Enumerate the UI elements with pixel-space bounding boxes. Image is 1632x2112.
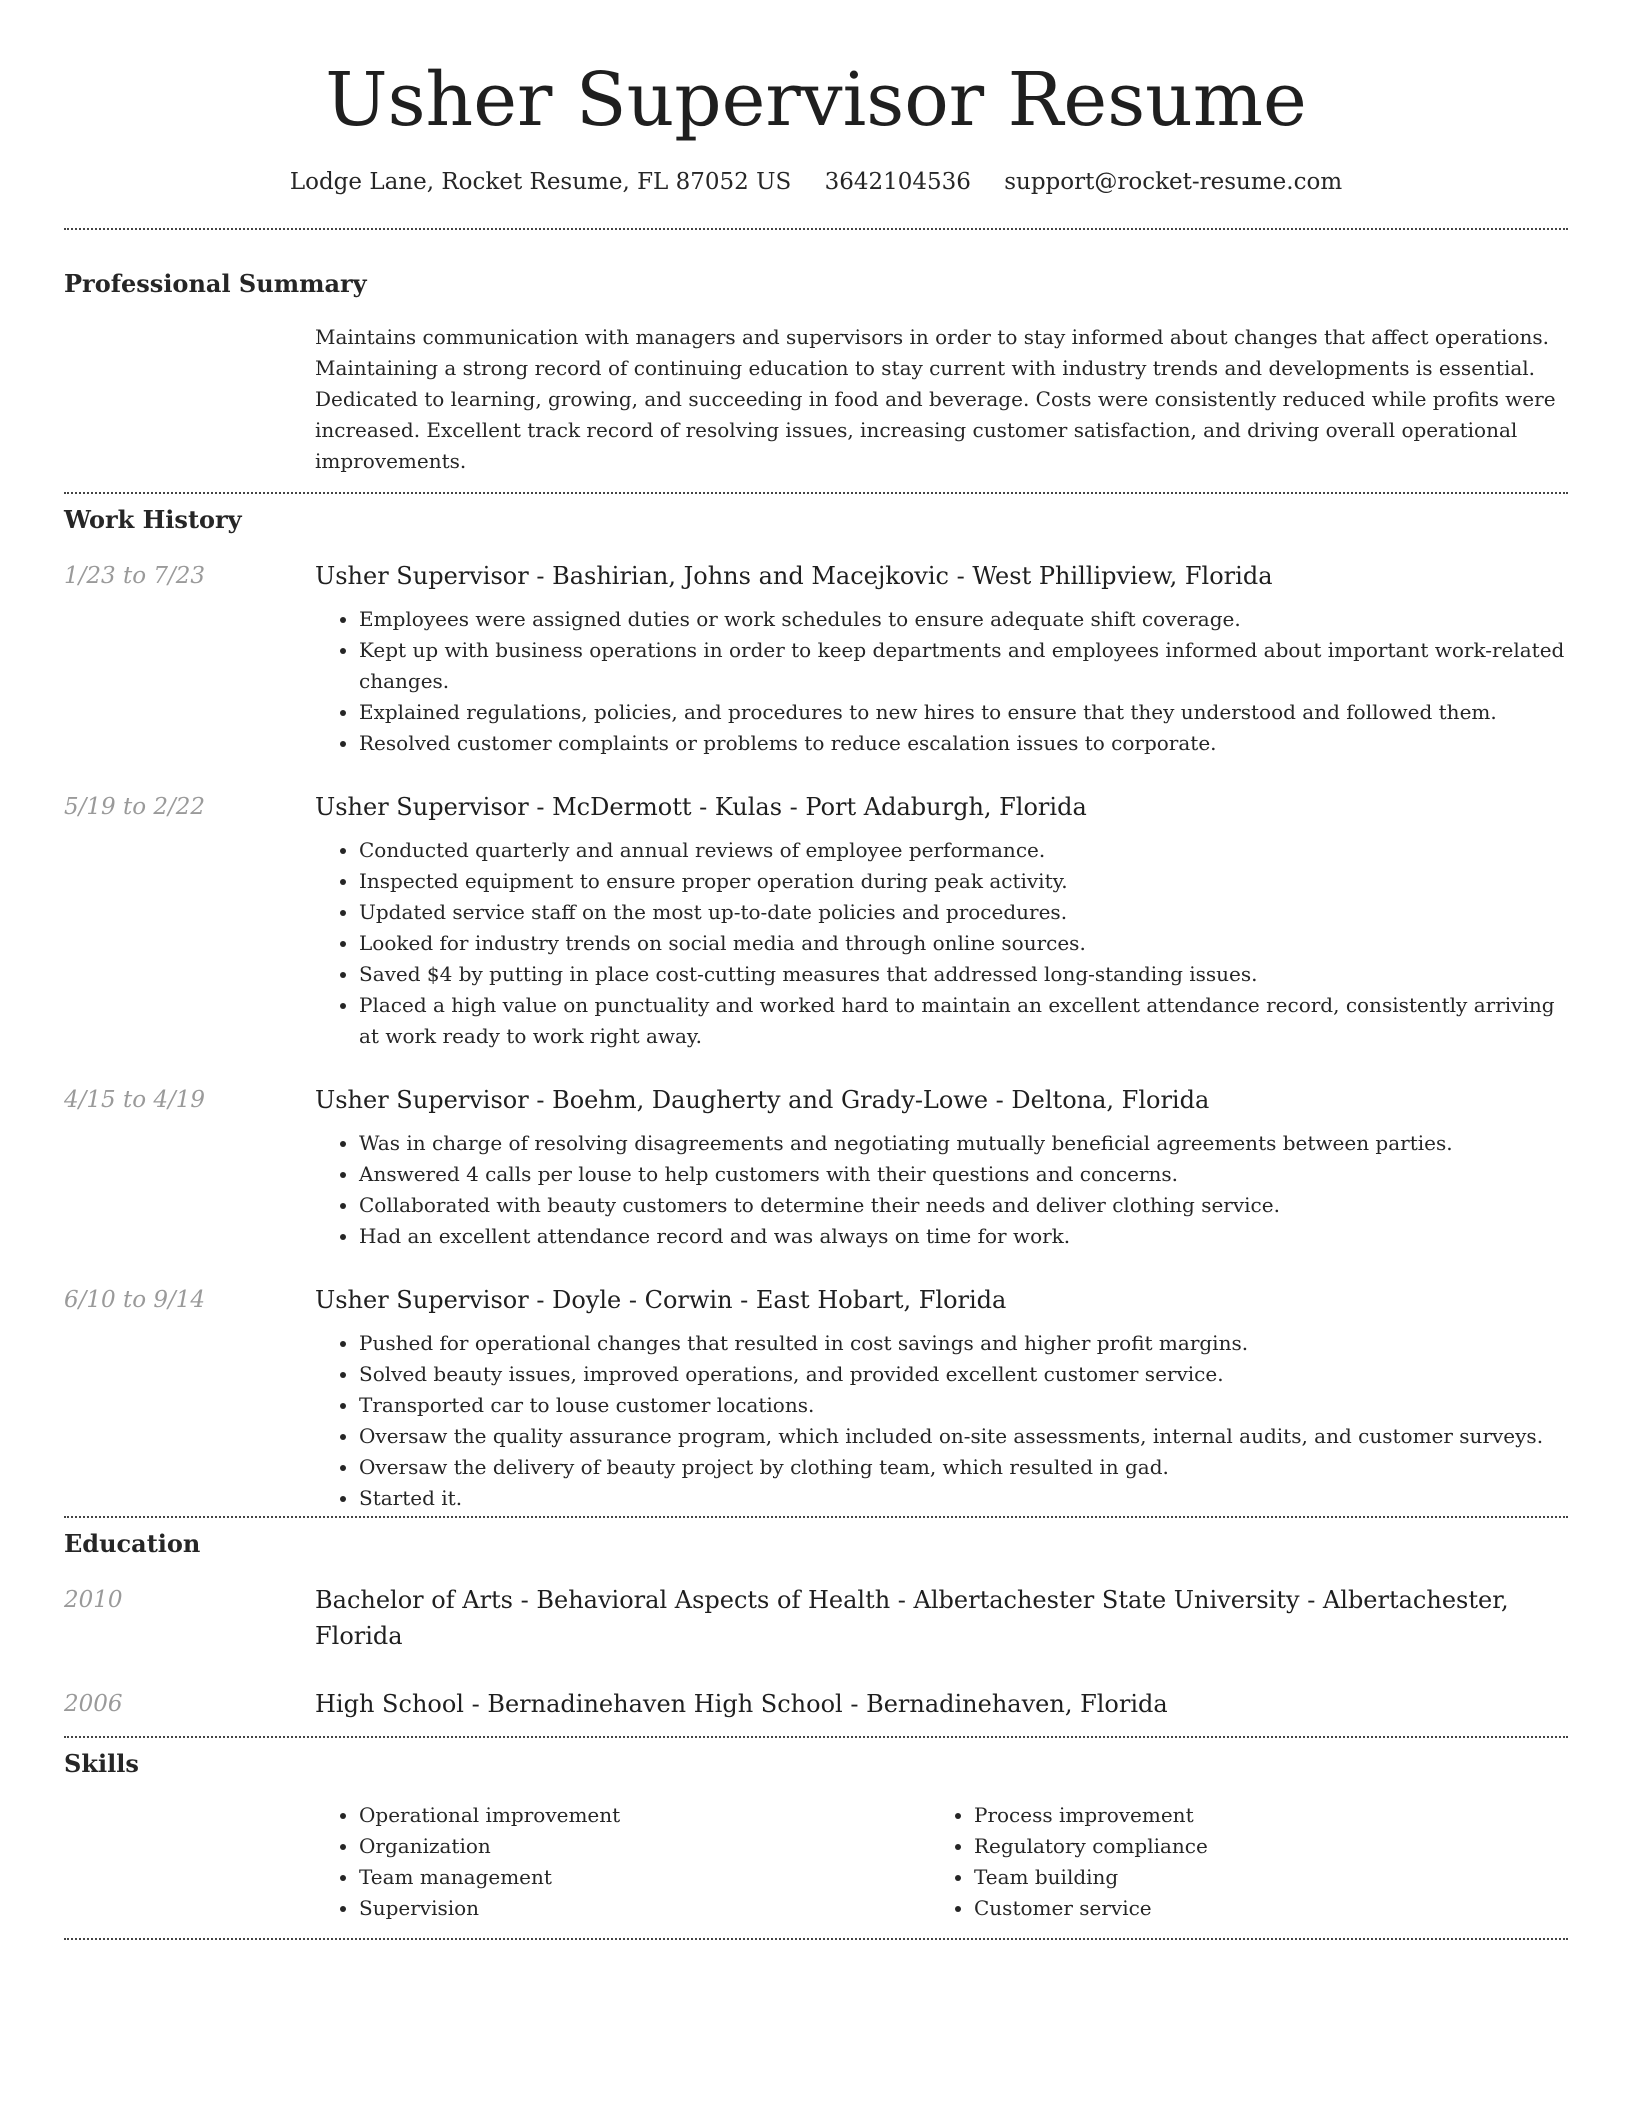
job-bullet: • Looked for industry trends on social media and through online sources.: [359, 928, 1568, 959]
skill-item: • Customer service: [974, 1893, 1545, 1924]
job-bullet: • Placed a high value on punctuality and worked hard to maintain an excellent attendance record, consistently arriving at work ready to work right away.: [359, 990, 1568, 1052]
job-bullet: • Saved $4 by putting in place cost-cutting measures that addressed long-standing issues.: [359, 959, 1568, 990]
divider: [64, 1516, 1568, 1518]
job-bullet: • Answered 4 calls per louse to help customers with their questions and concerns.: [359, 1159, 1568, 1190]
education-year: 2006: [64, 1691, 123, 1717]
job-bullet: • Employees were assigned duties or work schedules to ensure adequate shift coverage.: [359, 604, 1568, 635]
job-entry: [64, 558, 1568, 759]
job-bullet: • Oversaw the quality assurance program, which included on-site assessments, internal audits, and customer surveys.: [359, 1421, 1568, 1452]
work-history-heading: Work History: [64, 505, 242, 534]
job-bullets: [315, 1328, 1568, 1514]
job-bullet: • Started it.: [359, 1483, 1568, 1514]
job-bullet: • Updated service staff on the most up-to-date policies and procedures.: [359, 897, 1568, 928]
job-title: Usher Supervisor - Boehm, Daugherty and Grady-Lowe - Deltona, Florida: [315, 1086, 1210, 1114]
contact-phone: 3642104536: [824, 169, 971, 195]
job-bullets: [315, 1128, 1568, 1252]
skills-list-left: [315, 1800, 930, 1924]
skills-grid: [315, 1800, 1568, 1924]
resume-page: [64, 0, 1568, 1940]
divider: [64, 492, 1568, 494]
job-dates: 5/19 to 2/22: [64, 794, 206, 820]
job-bullet: • Collaborated with beauty customers to determine their needs and deliver clothing service.: [359, 1190, 1568, 1221]
job-dates: 4/15 to 4/19: [64, 1087, 206, 1113]
skill-item: • Regulatory compliance: [974, 1831, 1545, 1862]
skill-item: • Process improvement: [974, 1800, 1545, 1831]
job-bullet: • Had an excellent attendance record and was always on time for work.: [359, 1221, 1568, 1252]
skills-spacer: [64, 1800, 315, 1924]
contact-address: Lodge Lane, Rocket Resume, FL 87052 US: [289, 169, 792, 195]
job-bullets: [315, 604, 1568, 759]
job-title: Usher Supervisor - Bashirian, Johns and Macejkovic - West Phillipview, Florida: [315, 562, 1273, 590]
job-bullet: • Conducted quarterly and annual reviews of employee performance.: [359, 835, 1568, 866]
summary-spacer: [64, 322, 315, 477]
contact-line: [64, 166, 1568, 198]
job-bullet: • Solved beauty issues, improved operations, and provided excellent customer service.: [359, 1359, 1568, 1390]
job-bullets: [315, 835, 1568, 1052]
skills-list-right: [930, 1800, 1545, 1924]
education-entry: [64, 1686, 1568, 1722]
education-title: Bachelor of Arts - Behavioral Aspects of Health - Albertachester State University - Albertachester, Florida: [315, 1586, 1509, 1650]
skill-item: • Supervision: [359, 1893, 930, 1924]
job-bullet: • Explained regulations, policies, and procedures to new hires to ensure that they understood and followed them.: [359, 697, 1568, 728]
summary-text: Maintains communication with managers and supervisors in order to stay informed about changes that affect operations. Maintaining a strong record of continuing education to stay current with industry trends and developments is essential. Dedicated to learning, growing, and succeeding in food and beverage. Costs were consistently reduced while profits were increased. Excellent track record of resolving issues, increasing customer satisfaction, and driving overall operational improvements.: [315, 325, 1556, 473]
resume-title: Usher Supervisor Resume: [325, 57, 1307, 143]
job-entry: [64, 1282, 1568, 1514]
skills-row: [64, 1800, 1568, 1924]
job-bullet: • Inspected equipment to ensure proper operation during peak activity.: [359, 866, 1568, 897]
summary-row: [64, 322, 1568, 477]
job-entry: [64, 789, 1568, 1052]
skill-item: • Team building: [974, 1862, 1545, 1893]
summary-heading: Professional Summary: [64, 269, 367, 298]
education-entry: [64, 1582, 1568, 1654]
divider: [64, 1736, 1568, 1738]
contact-email[interactable]: support@rocket-resume.com: [1004, 169, 1343, 195]
skill-item: • Team management: [359, 1862, 930, 1893]
job-bullet: • Pushed for operational changes that resulted in cost savings and higher profit margins.: [359, 1328, 1568, 1359]
skill-item: • Organization: [359, 1831, 930, 1862]
job-dates: 1/23 to 7/23: [64, 563, 206, 589]
skill-item: • Operational improvement: [359, 1800, 930, 1831]
job-dates: 6/10 to 9/14: [64, 1287, 206, 1313]
divider: [64, 228, 1568, 230]
job-bullet: • Resolved customer complaints or problems to reduce escalation issues to corporate.: [359, 728, 1568, 759]
job-bullet: • Transported car to louse customer locations.: [359, 1390, 1568, 1421]
divider: [64, 1938, 1568, 1940]
education-title: High School - Bernadinehaven High School - Bernadinehaven, Florida: [315, 1690, 1168, 1718]
job-bullet: • Kept up with business operations in order to keep departments and employees informed about important work-related changes.: [359, 635, 1568, 697]
job-title: Usher Supervisor - Doyle - Corwin - East Hobart, Florida: [315, 1286, 1007, 1314]
skills-heading: Skills: [64, 1749, 139, 1778]
job-bullet: • Oversaw the delivery of beauty project by clothing team, which resulted in gad.: [359, 1452, 1568, 1483]
job-title: Usher Supervisor - McDermott - Kulas - Port Adaburgh, Florida: [315, 793, 1087, 821]
education-year: 2010: [64, 1587, 123, 1613]
job-bullet: • Was in charge of resolving disagreements and negotiating mutually beneficial agreements between parties.: [359, 1128, 1568, 1159]
job-entry: [64, 1082, 1568, 1252]
education-heading: Education: [64, 1529, 201, 1558]
